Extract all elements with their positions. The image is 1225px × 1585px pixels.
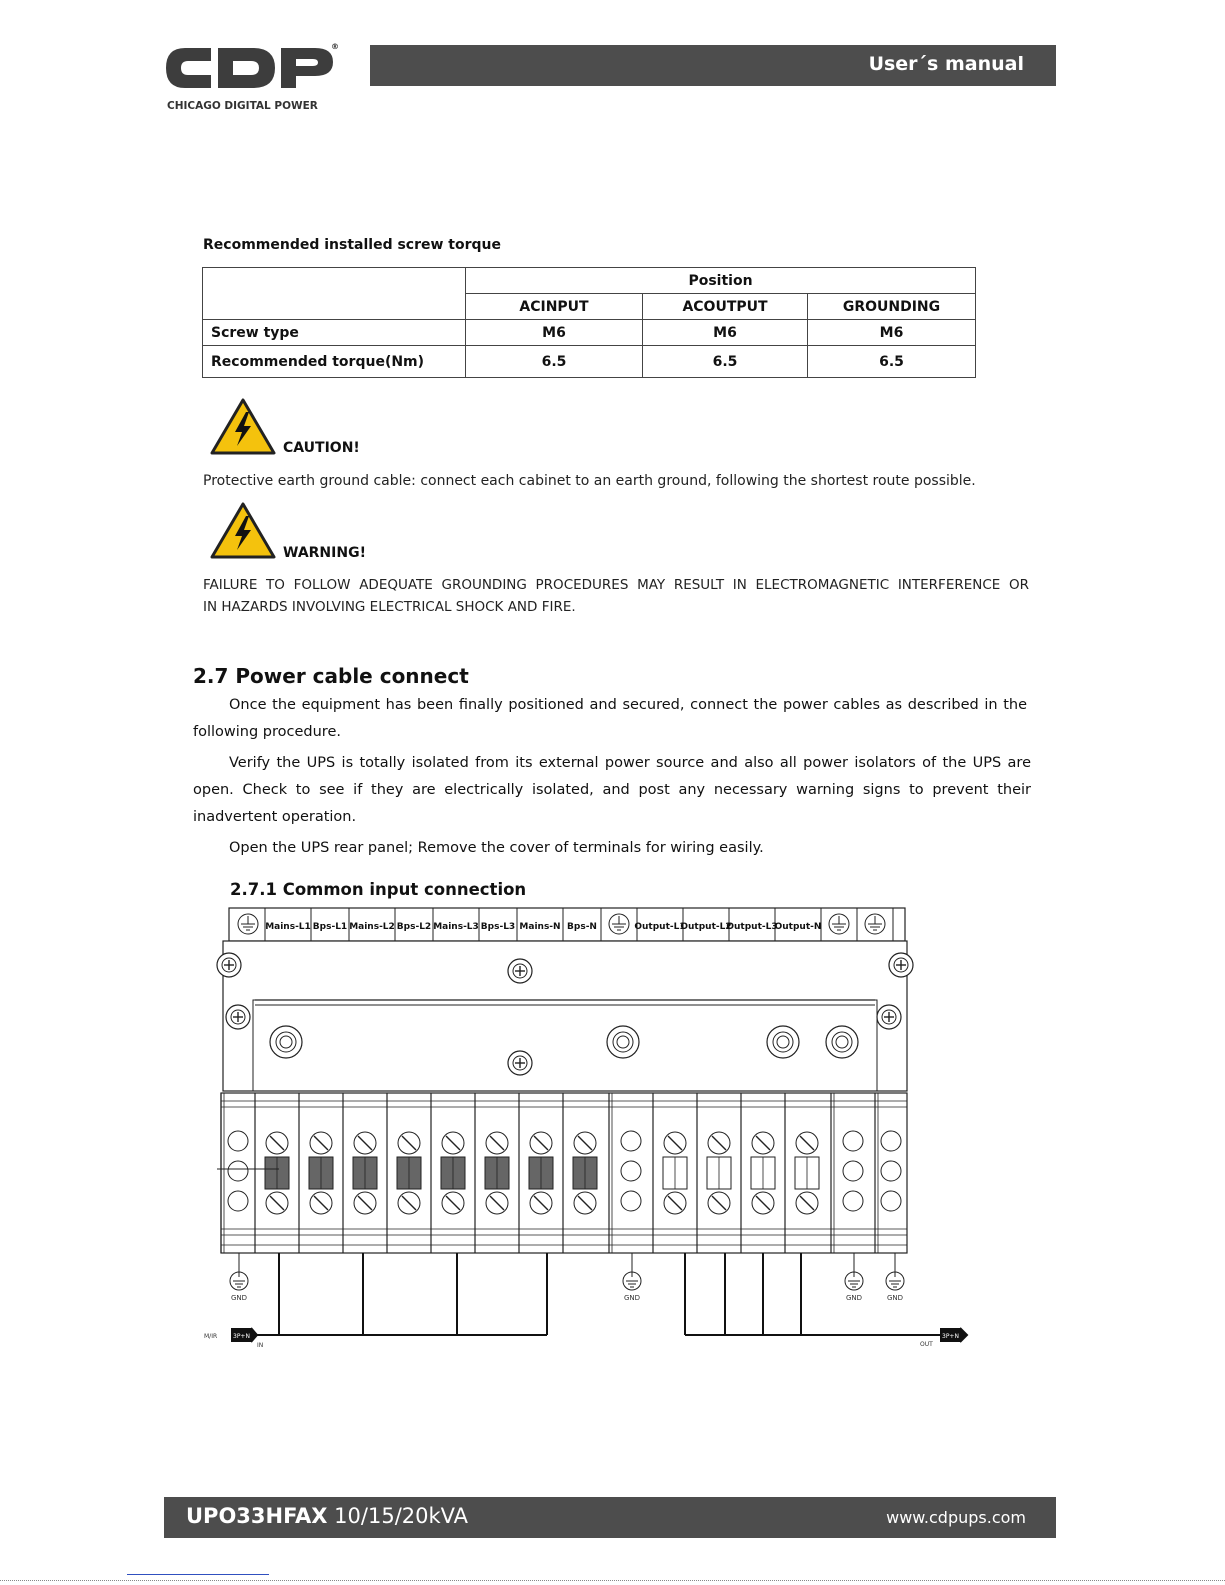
caution-label: CAUTION!	[283, 440, 360, 456]
mounting-screw-icon	[508, 1051, 532, 1075]
output-tag-text: 3P+N	[942, 1333, 959, 1340]
terminal-label: Mains-L3	[433, 922, 479, 932]
page-edge-dotted-line	[0, 1580, 1225, 1581]
plate-bolt-icon	[607, 1026, 639, 1058]
header-bar	[370, 45, 1056, 86]
gnd-label: GND	[230, 1294, 248, 1302]
table-row	[203, 346, 976, 378]
row-label: Screw type	[203, 320, 466, 346]
terminal-screw-icon	[664, 1192, 686, 1214]
terminal-label: Output-L2	[680, 922, 732, 932]
gnd-label: GND	[886, 1294, 904, 1302]
table-cell: M6	[643, 320, 808, 346]
paragraph-1: Once the equipment has been finally positioned and secured, connect the power cables as described in the following procedure.	[193, 697, 1027, 740]
terminal-screw-icon	[796, 1192, 818, 1214]
plate-bolt-icon	[826, 1026, 858, 1058]
footer-model	[186, 1504, 468, 1528]
paragraph-3: Open the UPS rear panel; Remove the cover of terminals for wiring easily.	[229, 840, 764, 856]
terminal-screw-icon	[708, 1192, 730, 1214]
terminal-label: Mains-L1	[265, 922, 311, 932]
terminal-label: Bps-L2	[396, 922, 432, 932]
output-label: OUT	[920, 1341, 933, 1348]
terminal-screw-icon	[266, 1192, 288, 1214]
cdp-logo	[163, 42, 343, 117]
mounting-screw-icon	[217, 953, 241, 977]
table-cell: 6.5	[643, 346, 808, 378]
terminal-label: Mains-L2	[349, 922, 395, 932]
table-cell: M6	[466, 320, 643, 346]
input-label: IN	[257, 1342, 264, 1349]
ground-symbol-icon	[230, 1253, 248, 1302]
terminal-screw-icon	[354, 1132, 376, 1154]
table-corner-cell	[203, 268, 466, 320]
terminal-screw-icon	[708, 1132, 730, 1154]
terminal-screw-icon	[664, 1132, 686, 1154]
terminal-screw-icon	[486, 1132, 508, 1154]
terminal-label: Output-L3	[726, 922, 778, 932]
terminal-block-drawing	[195, 905, 985, 1365]
plate-bolt-icon	[270, 1026, 302, 1058]
logo-subtitle: CHICAGO DIGITAL POWER	[167, 100, 318, 112]
subsection-heading: 2.7.1 Common input connection	[230, 880, 527, 899]
mounting-screw-icon	[889, 953, 913, 977]
ground-symbol-icon	[886, 1253, 904, 1302]
gnd-label: GND	[845, 1294, 863, 1302]
terminal-screw-icon	[796, 1132, 818, 1154]
footer-model-name: UPO33HFAX	[186, 1504, 328, 1528]
mounting-screw-icon	[226, 1005, 250, 1029]
column-header: ACINPUT	[466, 294, 643, 320]
terminal-screw-icon	[310, 1192, 332, 1214]
position-header: Position	[466, 268, 976, 294]
column-header: ACOUTPUT	[643, 294, 808, 320]
logo-registered-mark: ®	[331, 42, 339, 51]
terminal-screw-icon	[354, 1192, 376, 1214]
caution-text: Protective earth ground cable: connect each cabinet to an earth ground, following the shortest route possible.	[203, 473, 976, 489]
terminal-screw-icon	[574, 1192, 596, 1214]
terminal-screw-icon	[266, 1132, 288, 1154]
footer-model-rating: 10/15/20kVA	[334, 1504, 469, 1528]
terminal-screw-icon	[574, 1132, 596, 1154]
terminal-label: Bps-L1	[312, 922, 348, 932]
terminal-screw-icon	[398, 1192, 420, 1214]
terminal-label: Output-L1	[634, 922, 686, 932]
table-row	[203, 320, 976, 346]
table-cell: 6.5	[466, 346, 643, 378]
terminal-screw-icon	[486, 1192, 508, 1214]
high-voltage-warning-icon	[210, 502, 276, 560]
terminal-label: Bps-L3	[480, 922, 516, 932]
ground-symbol-icon	[845, 1253, 863, 1302]
table-cell: M6	[808, 320, 976, 346]
input-tag-text: 3P+N	[233, 1333, 250, 1340]
warning-label: WARNING!	[283, 545, 366, 561]
header-title: User´s manual	[868, 53, 1024, 75]
footer-url[interactable]: www.cdpups.com	[886, 1508, 1026, 1527]
terminal-label: Mains-N	[519, 922, 561, 932]
terminal-screw-icon	[752, 1192, 774, 1214]
terminal-label: Bps-N	[567, 922, 597, 932]
input-wires	[255, 1253, 547, 1335]
warning-text-line2: IN HAZARDS INVOLVING ELECTRICAL SHOCK AND FIRE.	[203, 599, 576, 615]
table-cell: 6.5	[808, 346, 976, 378]
terminal-screw-icon	[442, 1192, 464, 1214]
bottom-link-underline	[127, 1574, 269, 1575]
column-header: GROUNDING	[808, 294, 976, 320]
torque-table	[202, 267, 976, 378]
terminal-label: Output-N	[774, 922, 822, 932]
high-voltage-warning-icon	[210, 398, 276, 456]
row-label: Recommended torque(Nm)	[203, 346, 466, 378]
plate-bolt-icon	[767, 1026, 799, 1058]
terminal-screw-icon	[530, 1192, 552, 1214]
terminal-screw-icon	[310, 1132, 332, 1154]
terminal-screw-icon	[752, 1132, 774, 1154]
paragraph-2: Verify the UPS is totally isolated from its external power source and also all power isolators of the UPS are open. Check to see if they are electrically isolated, and post any necessary warning signs to prevent their inadvertent operation.	[193, 755, 1031, 825]
warning-text-line1: FAILURE TO FOLLOW ADEQUATE GROUNDING PROCEDURES MAY RESULT IN ELECTROMAGNETIC INTERFERENCE OR	[203, 577, 1029, 593]
cdp-logo-mark	[163, 42, 343, 94]
ground-symbol-icon	[623, 1253, 641, 1302]
section-heading: 2.7 Power cable connect	[193, 664, 469, 688]
terminal-wiring-diagram	[195, 905, 985, 1365]
mounting-screw-icon	[877, 1005, 901, 1029]
terminal-screw-icon	[442, 1132, 464, 1154]
terminal-screw-icon	[530, 1132, 552, 1154]
mir-label: M/IR	[204, 1333, 218, 1340]
torque-table-caption: Recommended installed screw torque	[203, 237, 502, 253]
mounting-screw-icon	[508, 959, 532, 983]
footer-bar	[164, 1497, 1056, 1538]
terminal-screw-icon	[398, 1132, 420, 1154]
gnd-label: GND	[623, 1294, 641, 1302]
